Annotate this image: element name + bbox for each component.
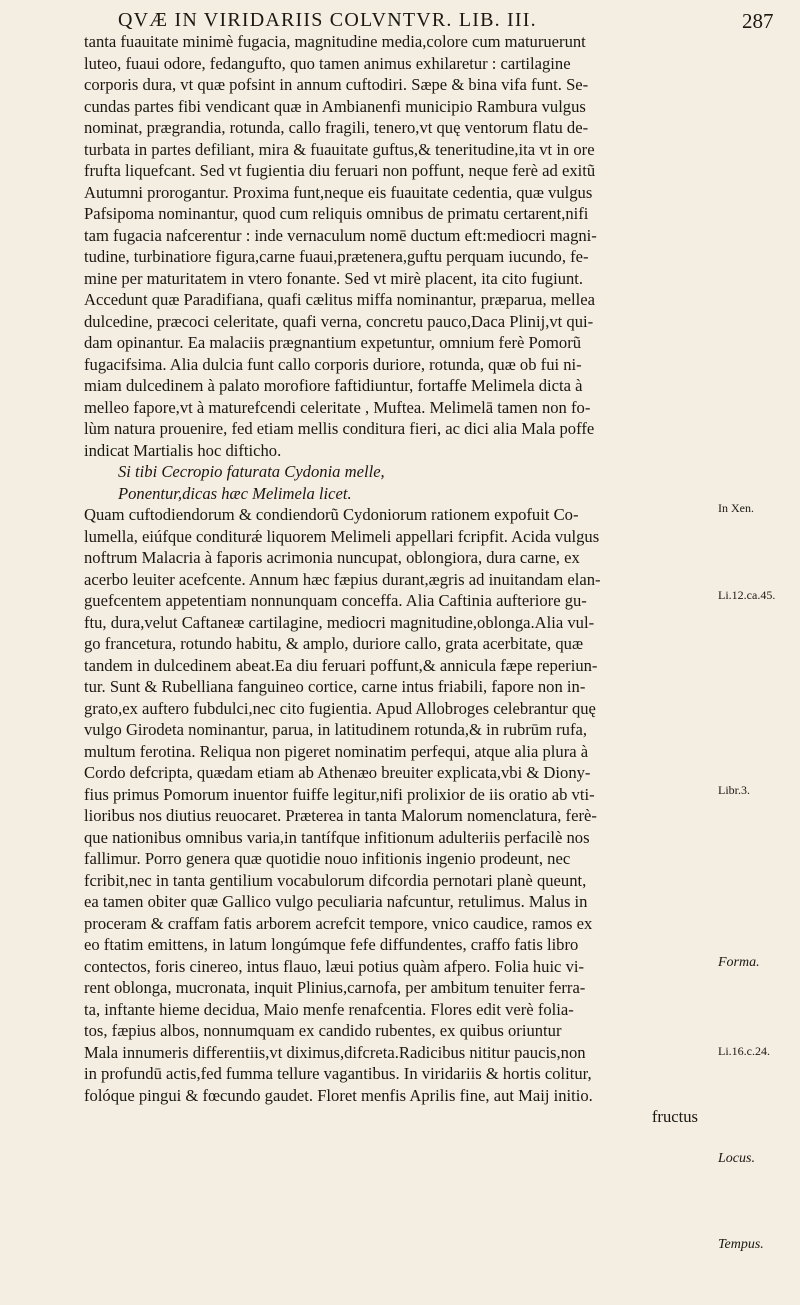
text-line: eo ftatim emittens, in latum longúmque fefe diffundentes, craffo fatis libro (84, 935, 579, 954)
text-line: lumella, eiúfque conditurǽ liquorem Melimeli appellari fcripfit. Acida vulgus (84, 526, 600, 546)
margin-note: Libr.3. (718, 783, 750, 797)
text-line: cundas partes fibi vendicant quæ in Ambianenfi municipio Rambura vulgus (84, 96, 586, 116)
text-line: miam dulcedinem à palato morofiore faftidiuntur, fortaffe Melimela dicta à (84, 376, 583, 395)
text-line: tudine, turbinatiore figura,carne fuaui,prætenera,guftu perquam iucundo, fe- (84, 247, 589, 266)
margin-note: Li.16.c.24. (718, 1044, 770, 1058)
text-line: Autumni prorogantur. Proxima funt,neque eis fuauitate cedentia, quæ vulgus (84, 182, 593, 202)
text-line: que nationibus omnibus varia,in tantífque infitionum adulteriis perfacilè nos (84, 827, 590, 847)
margin-note: Li.12.ca.45. (718, 588, 776, 602)
text-line: acerbo leuiter acefcente. Annum hæc fæpius durant,ægris ad inuitandam elan- (84, 569, 601, 589)
text-line: proceram & craffam fatis arborem acrefcit tempore, vnico caudice, ramos ex (84, 913, 593, 933)
page-number: 287 (742, 9, 774, 33)
text-line: dulcedine, præcoci celeritate, quafi verna, concretu pauco,Daca Plinij,vt qui- (84, 311, 594, 331)
text-line: guefcentem appetentiam nonnunquam conceffa. Alia Caftinia aufteriore gu- (84, 591, 587, 610)
text-line: folóque pingui & fœcundo gaudet. Floret menfis Aprilis fine, aut Maij initio. (84, 1085, 593, 1105)
text-line: dam opinantur. Ea malaciis prægnantium expetuntur, omnium ferè Pomorũ (84, 333, 582, 352)
text-line: mine per maturitatem in vtero fonante. Sed vt mirè placent, ita cito fugiunt. (84, 268, 584, 288)
text-line: tam fugacia nafcerentur : inde vernaculum nomē ductum eft:mediocri magni- (84, 225, 597, 245)
text-line: ftu, dura,velut Caftaneæ cartilagine, mediocri magnitudine,oblonga.Alia vul- (84, 612, 595, 632)
text-line: noftrum Malacria à faporis acrimonia nuncupat, oblongiora, dura carne, ex (84, 548, 580, 567)
margin-note: In Xen. (718, 501, 754, 515)
text-line: fallimur. Porro genera quæ quotidie nouo infitionis ingenio prodeunt, nec (84, 849, 571, 868)
verse-line: Si tibi Cecropio faturata Cydonia melle, (118, 462, 385, 481)
text-line: rent oblonga, mucronata, inquit Plinius,carnofa, per ambitum tenuiter ferra- (84, 978, 586, 997)
text-line: indicat Martialis hoc difticho. (84, 440, 282, 460)
text-line: in profundū actis,fed fumma tellure vagantibus. In viridariis & hortis colitur, (84, 1064, 592, 1083)
text-line: lùm natura prouenire, fed etiam mellis conditura fieri, ac dici alia Mala poffe (84, 419, 595, 438)
text-line: Accedunt quæ Paradifiana, quafi cælitus miffa nominantur, præparua, mellea (84, 290, 595, 309)
text-line: grato,ex auftero fubdulci,nec cito fugientia. Apud Allobroges celebrantur quę (84, 698, 596, 718)
text-line: tur. Sunt & Rubelliana fanguineo cortice, carne intus friabili, fapore non in- (84, 677, 586, 696)
text-line: Mala innumeris differentiis,vt diximus,difcreta.Radicibus nititur paucis,non (84, 1042, 586, 1062)
text-line: ea tamen obiter quæ Gallico vulgo peculiaria nafcuntur, retulimus. Malus in (84, 892, 588, 911)
catchword: fructus (651, 1107, 698, 1126)
text-line: Pafsipoma nominantur, quod cum reliquis omnibus de primatu certarent,nifi (84, 204, 589, 223)
text-line: fcribit,nec in tanta gentilium vocabulorum difcordia pernotari planè queunt, (84, 870, 587, 890)
text-line: contectos, foris cinereo, intus flauo, læui potius quàm afpero. Folia huic vi- (84, 956, 585, 976)
text-line: tandem in dulcedinem abeat.Ea diu feruari poffunt,& annicula fæpe reperiun- (84, 655, 598, 675)
margin-note: Locus. (718, 1151, 755, 1166)
verse-line: Ponentur,dicas hæc Melimela licet. (118, 483, 352, 503)
text-line: vulgo Girodeta nominantur, parua, in latitudinem rotunda,& in rubrūm rufa, (84, 720, 588, 739)
text-line: fius primus Pomorum inuentor fuiffe legitur,nifi prolixior de iis oratio ab vti- (84, 784, 595, 804)
text-line: tos, fæpius albos, nonnumquam ex candido rubentes, ex quibus oriuntur (84, 1021, 562, 1040)
margin-note: Tempus. (718, 1237, 764, 1252)
text-line: fugacifsima. Alia dulcia funt callo corporis duriore, rotunda, quæ ob fui ni- (84, 354, 582, 374)
text-line: Cordo defcripta, quædam etiam ab Athenæo breuiter explicata,vbi & Diony- (84, 763, 591, 782)
margin-note: Forma. (718, 955, 760, 970)
text-line: luteo, fuaui odore, fedangufto, quo tamen animus exhilaretur : cartilagine (84, 53, 571, 73)
text-line: multum ferotina. Reliqua non pigeret nominatim perfequi, atque alia plura à (84, 741, 589, 761)
text-line: nominat, prægrandia, rotunda, callo fragili, tenero,vt quę ventorum flatu de- (84, 118, 589, 137)
text-line: lioribus nos diutius reuocaret. Præterea in tanta Malorum nomenclatura, ferè- (84, 806, 597, 825)
text-line: melleo fapore,vt à maturefcendi celeritate , Muftea. Melimelā tamen non fo- (84, 397, 591, 417)
text-line: frufta liquefcant. Sed vt fugientia diu feruari non poffunt, neque ferè ad exitũ (84, 161, 596, 180)
text-line: Quam cuftodiendorum & condiendorũ Cydoniorum rationem expofuit Co- (84, 505, 579, 524)
text-line: go francetura, rotundo habitu, & amplo, duriore callo, grata acerbitate, quæ (84, 634, 584, 653)
text-line: turbata in partes defiliant, mira & fuauitate guftus,& teneritudine,ita vt in ore (84, 139, 595, 159)
running-title: QVÆ IN VIRIDARIIS COLVNTVR. LIB. III. (118, 9, 537, 31)
body-text (84, 31, 702, 1128)
text-line: ta, inftante hieme decidua, Maio menfe renafcentia. Flores edit verè folia- (84, 999, 574, 1019)
text-line: tanta fuauitate minimè fugacia, magnitudine media,colore cum maturuerunt (84, 32, 586, 51)
text-line: corporis dura, vt quæ pofsint in annum cuftodiri. Sæpe & bina vifa funt. Se- (84, 75, 589, 94)
